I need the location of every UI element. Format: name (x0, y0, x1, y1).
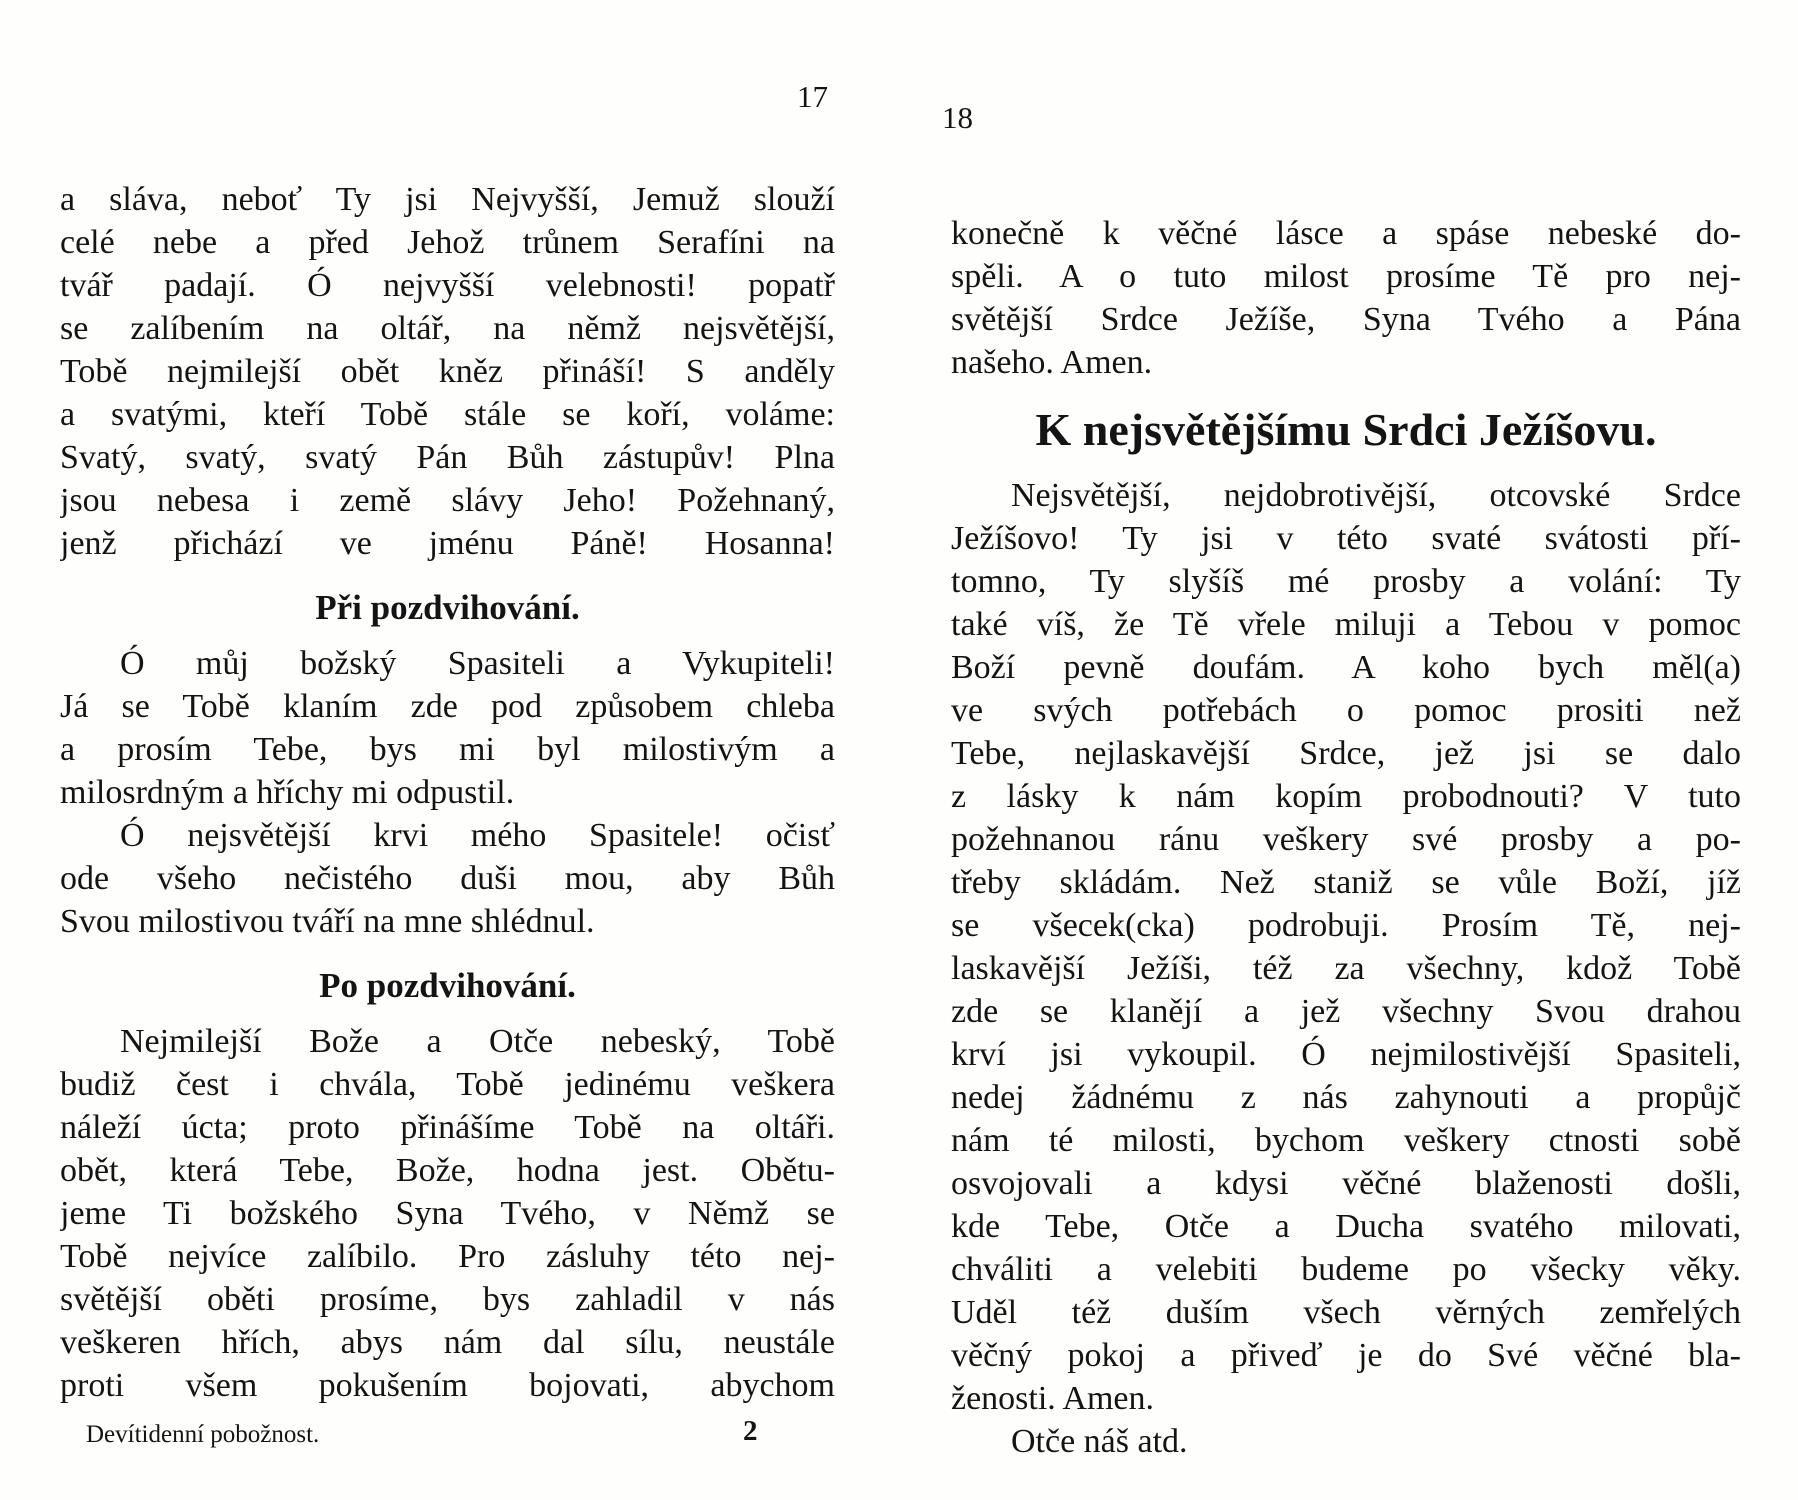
text-line: Otče náš atd. (1011, 1423, 1188, 1460)
text-line: konečně k věčné lásce a spáse nebeské do- (951, 215, 1741, 252)
text-line: tvář padají. Ó nejvyšší velebnosti! popatř (60, 267, 835, 304)
text-line: chváliti a velebiti budeme po všecky věky. (951, 1251, 1741, 1288)
text-line: krví jsi vykoupil. Ó nejmilostivější Spasiteli, (951, 1036, 1741, 1073)
text-line: Tobě nejvíce zalíbilo. Pro zásluhy této nej- (60, 1238, 835, 1275)
text-line: spěli. A o tuto milost prosíme Tě pro nej- (951, 258, 1741, 295)
page-number-left: 17 (797, 79, 828, 114)
footer-book-title: Devítidenní pobožnost. (86, 1421, 320, 1448)
text-line: se všecek(cka) podrobuji. Prosím Tě, nej- (951, 907, 1741, 944)
text-column-left (60, 178, 835, 1407)
text-line: požehnanou ránu veškery své prosby a po- (951, 821, 1741, 858)
text-line: a sláva, neboť Ty jsi Nejvyšší, Jemuž slouží (60, 181, 835, 218)
text-line: a prosím Tebe, bys mi byl milostivým a (60, 731, 835, 768)
section-heading: Po pozdvihování. (319, 966, 576, 1005)
text-line: nedej žádnému z nás zahynouti a propůjč (951, 1079, 1741, 1116)
paragraph (60, 178, 835, 565)
text-line: Nejsvětější, nejdobrotivější, otcovské Srdce (1011, 477, 1741, 514)
text-line: Ó nejsvětější krvi mého Spasitele! očisť (120, 817, 835, 854)
text-line: jsou nebesa i země slávy Jeho! Požehnaný, (60, 482, 835, 519)
text-line: Nejmilejší Bože a Otče nebeský, Tobě (120, 1023, 835, 1060)
text-line: veškeren hřích, abys nám dal sílu, neustále (60, 1324, 835, 1361)
text-column-right (951, 212, 1741, 1463)
text-line: světější Srdce Ježíše, Syna Tvého a Pána (951, 301, 1741, 338)
text-line: Já se Tobě klaním zde pod způsobem chleba (60, 688, 835, 725)
text-line: laskavější Ježíši, též za všechny, kdož Tobě (951, 950, 1741, 987)
text-line: jenž přichází ve jménu Páně! Hosanna! (60, 525, 835, 562)
text-line: kde Tebe, Otče a Ducha svatého milovati, (951, 1208, 1741, 1245)
text-line: Boží pevně doufám. A koho bych měl(a) (951, 649, 1741, 686)
paragraph (951, 212, 1741, 384)
section-heading: Při pozdvihování. (315, 588, 580, 627)
text-line: ode všeho nečistého duši mou, aby Bůh (60, 860, 835, 897)
text-line: zde se klanějí a jež všechny Svou drahou (951, 993, 1741, 1030)
text-line: se zalíbením na oltář, na němž nejsvětější, (60, 310, 835, 347)
chapter-heading: K nejsvětějšímu Srdci Ježíšovu. (1035, 404, 1657, 455)
text-line: také víš, že Tě vřele miluji a Tebou v pomoc (951, 606, 1741, 643)
paragraph (951, 474, 1741, 1420)
text-line: jeme Ti božského Syna Tvého, v Němž se (60, 1195, 835, 1232)
page-footer (86, 1415, 836, 1450)
paragraph (951, 1420, 1741, 1463)
text-line: Tebe, nejlaskavější Srdce, jež jsi se dalo (951, 735, 1741, 772)
text-line: ve svých potřebách o pomoc prositi než (951, 692, 1741, 729)
text-line: z lásky k nám kopím probodnouti? V tuto (951, 778, 1741, 815)
text-line: budiž čest i chvála, Tobě jedinému veškera (60, 1066, 835, 1103)
text-line: třeby skládám. Než staniž se vůle Boží, jíž (951, 864, 1741, 901)
text-line: nám té milosti, bychom veškery ctnosti sobě (951, 1122, 1741, 1159)
text-line: Svatý, svatý, svatý Pán Bůh zástupův! Plna (60, 439, 835, 476)
text-line: věčný pokoj a přiveď je do Své věčné bla- (951, 1337, 1741, 1374)
text-line: proti všem pokušením bojovati, abychom (60, 1367, 835, 1404)
paragraph (60, 1020, 835, 1407)
text-line: našeho. Amen. (951, 344, 1153, 381)
text-line: celé nebe a před Jehož trůnem Serafíni na (60, 224, 835, 261)
text-line: a svatými, kteří Tobě stále se koří, voláme: (60, 396, 835, 433)
paragraph (60, 642, 835, 814)
paragraph (60, 814, 835, 943)
footer-signature-number: 2 (743, 1415, 758, 1447)
text-line: milosrdným a hříchy mi odpustil. (60, 774, 515, 811)
text-line: Ó můj božský Spasiteli a Vykupiteli! (120, 645, 835, 682)
text-line: světější oběti prosíme, bys zahladil v nás (60, 1281, 835, 1318)
text-line: náleží úcta; proto přinášíme Tobě na oltáři. (60, 1109, 835, 1146)
page-number-right: 18 (942, 100, 973, 135)
text-line: tomno, Ty slyšíš mé prosby a volání: Ty (951, 563, 1741, 600)
text-line: osvojovali a kdysi věčné blaženosti došli, (951, 1165, 1741, 1202)
text-line: Tobě nejmilejší obět kněz přináší! S anděly (60, 353, 835, 390)
text-line: Uděl též duším všech věrných zemřelých (951, 1294, 1741, 1331)
text-line: Ježíšovo! Ty jsi v této svaté svátosti pří- (951, 520, 1741, 557)
text-line: Svou milostivou tváří na mne shlédnul. (60, 903, 595, 940)
text-line: ženosti. Amen. (951, 1380, 1155, 1417)
text-line: obět, která Tebe, Bože, hodna jest. Obětu- (60, 1152, 835, 1189)
